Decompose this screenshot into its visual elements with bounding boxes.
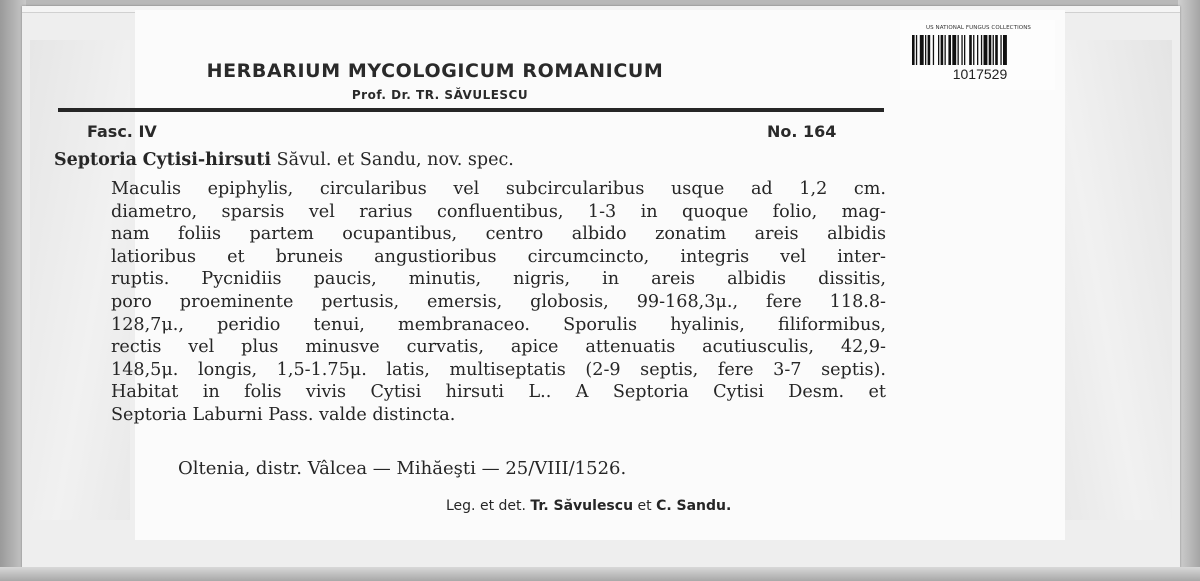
specimen-number: No. 164: [767, 122, 837, 141]
barcode-icon: [912, 35, 1048, 65]
fascicle-label: Fasc. IV: [87, 122, 157, 141]
barcode-organization: US NATIONAL FUNGUS COLLECTIONS: [925, 25, 1032, 31]
scan-background-right: [1178, 0, 1200, 581]
barcode-number: 1017529: [952, 66, 1008, 82]
description-line: rectis vel plus minusve curvatis, apice attenuatis acutiusculis, 42,9-: [111, 337, 886, 358]
species-genus: Septoria: [54, 150, 137, 170]
scan-background-bottom: [0, 567, 1200, 581]
description-line: ruptis. Pycnidiis paucis, minutis, nigris, in areis albidis dissitis,: [111, 269, 886, 290]
species-epithet: Cytisi-hirsuti: [142, 150, 272, 170]
description-line: nam foliis partem ocupantibus, centro albido zonatim areis albidis: [111, 224, 886, 245]
description-line: 148,5μ. longis, 1,5-1.75μ. latis, multiseptatis (2-9 septis, fere 3-7 septis).: [111, 359, 886, 380]
packet-fold-right: [1060, 40, 1172, 520]
collector-name-2: C. Sandu.: [656, 498, 732, 514]
description-line: Maculis epiphylis, circularibus vel subcircularibus usque ad 1,2 cm.: [111, 179, 886, 199]
description-line: Septoria Laburni Pass. valde distincta.: [111, 404, 456, 425]
collector-name-1: Tr. Săvulescu: [530, 498, 634, 514]
species-name: [54, 150, 514, 170]
description-line: Habitat in folis vivis Cytisi hirsuti L.. A Septoria Cytisi Desm. et: [111, 382, 886, 403]
species-authority: Săvul. et Sandu, nov. spec.: [276, 150, 514, 170]
description-line: poro proeminente pertusis, emersis, globosis, 99-168,3μ., fere 118.8-: [111, 291, 886, 312]
herbarium-curator: Prof. Dr. TR. SĂVULESCU: [351, 88, 529, 102]
description-line: diametro, sparsis vel rarius confluentibus, 1-3 in quoque folio, mag-: [111, 201, 886, 222]
collector-conjunction: et: [637, 498, 652, 514]
collection-locality: Oltenia, distr. Vâlcea — Mihăeşti — 25/VIII/1526.: [178, 458, 627, 479]
description-line: latioribus et bruneis angustioribus circumcincto, integris vel inter-: [111, 246, 886, 267]
description-line: 128,7μ., peridio tenui, membranaceo. Sporulis hyalinis, filiformibus,: [111, 314, 886, 335]
species-description: [111, 178, 886, 427]
collector-line: [446, 498, 731, 514]
herbarium-title: HERBARIUM MYCOLOGICUM ROMANICUM: [206, 60, 664, 82]
header-rule: [58, 108, 884, 112]
collector-prefix: Leg. et det.: [446, 498, 526, 514]
